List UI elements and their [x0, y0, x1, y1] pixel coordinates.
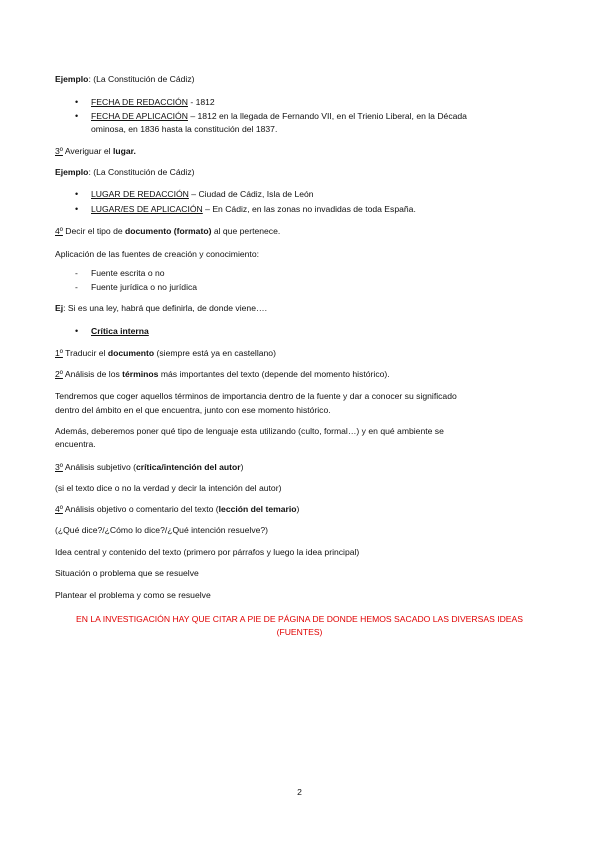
paragraph-line: encuentra. [55, 439, 96, 449]
bullet-icon: • [75, 326, 79, 336]
example-text: : (La Constitución de Cádiz) [88, 74, 195, 84]
example-label: Ejemplo [55, 167, 89, 177]
paragraph: (si el texto dice o no la verdad y decir la intención del autor) [55, 483, 282, 493]
paragraph-line: dentro del ámbito en el que encuentra, junto con ese momento histórico. [55, 405, 331, 415]
step-number: 4º [55, 504, 63, 514]
paragraph: Situación o problema que se resuelve [55, 568, 199, 578]
bullet-icon: • [75, 97, 79, 107]
example-text: : (La Constitución de Cádiz) [88, 167, 195, 177]
step-text: Traducir el [62, 348, 108, 358]
dash-item: Fuente jurídica o no jurídica [91, 282, 198, 292]
step-heading [55, 145, 136, 157]
list-item-text: – 1812 en la llegada de Fernando VII, en el Trienio Liberal, en la Década [187, 111, 467, 121]
paragraph: (¿Qué dice?/¿Cómo lo dice?/¿Qué intención resuelve?) [55, 525, 269, 535]
step-number: 3º [55, 462, 63, 472]
step-bold: documento [107, 348, 155, 358]
list-item [91, 203, 416, 215]
paragraph-line: Tendremos que coger aquellos términos de importancia dentro de la fuente y dar a conocer su significado [55, 391, 457, 401]
step-text: Decir el tipo de [62, 226, 126, 236]
paragraph: Aplicación de las fuentes de creación y conocimiento: [55, 249, 259, 259]
step-heading [55, 503, 299, 515]
step-text: Averiguar el [62, 146, 113, 156]
step-text-post: al que pertenece. [211, 226, 281, 236]
paragraph-line: Además, deberemos poner qué tipo de lenguaje esta utilizando (culto, formal…) y en qué ambiente se [55, 426, 444, 436]
step-bold: lugar. [112, 146, 136, 156]
list-item-label: LUGAR/ES DE APLICACIÓN [91, 204, 203, 214]
bullet-icon: • [75, 111, 79, 121]
list-item-text: - 1812 [187, 97, 215, 107]
step-bold: lección del temario [218, 504, 297, 514]
example-line-1 [55, 73, 194, 85]
step-text: Análisis objetivo o comentario del texto ( [62, 504, 219, 514]
red-notice-line: EN LA INVESTIGACIÓN HAY QUE CITAR A PIE DE PÁGINA DE DONDE HEMOS SACADO LAS DIVERSAS IDEAS [76, 614, 523, 624]
step-bold: términos [122, 369, 159, 379]
example-label: Ejemplo [55, 74, 89, 84]
step-heading [55, 461, 243, 473]
list-item-text: – Ciudad de Cádiz, Isla de León [188, 189, 314, 199]
list-item-label: FECHA DE REDACCIÓN [91, 97, 188, 107]
list-item-label: FECHA DE APLICACIÓN [91, 111, 188, 121]
dash-marker: - [75, 268, 78, 278]
step-text-post: (siempre está ya en castellano) [154, 348, 276, 358]
list-item [91, 110, 467, 122]
paragraph: Idea central y contenido del texto (primero por párrafos y luego la idea principal) [55, 547, 360, 557]
example-label: Ej [55, 303, 64, 313]
step-heading [55, 347, 276, 359]
list-item-continuation: ominosa, en 1836 hasta la constitución del 1837. [91, 124, 278, 134]
step-number: 4º [55, 226, 63, 236]
step-bold: crítica/intención del autor [136, 462, 241, 472]
step-heading [55, 225, 280, 237]
list-item-label: LUGAR DE REDACCIÓN [91, 189, 189, 199]
step-text-post: ) [240, 462, 244, 472]
list-item-text: – En Cádiz, en las zonas no invadidas de toda España. [202, 204, 416, 214]
page-number: 2 [297, 787, 302, 797]
step-text-post: ) [296, 504, 300, 514]
step-heading [55, 368, 390, 380]
example-line-2 [55, 166, 194, 178]
step-text-post: más importantes del texto (depende del momento histórico). [158, 369, 390, 379]
dash-marker: - [75, 282, 78, 292]
example-line-3 [55, 302, 267, 314]
paragraph: Plantear el problema y como se resuelve [55, 590, 211, 600]
step-number: 1º [55, 348, 63, 358]
list-item [91, 96, 215, 108]
step-number: 3º [55, 146, 63, 156]
section-heading: Crítica interna [91, 326, 149, 336]
example-text: : Si es una ley, habrá que definirla, de donde viene…. [63, 303, 267, 313]
step-number: 2º [55, 369, 63, 379]
step-text: Análisis de los [62, 369, 123, 379]
step-bold: documento (formato) [125, 226, 212, 236]
dash-item: Fuente escrita o no [91, 268, 165, 278]
red-notice-line: (FUENTES) [276, 627, 323, 637]
bullet-icon: • [75, 189, 79, 199]
list-item [91, 188, 314, 200]
bullet-icon: • [75, 204, 79, 214]
step-text: Análisis subjetivo ( [62, 462, 137, 472]
